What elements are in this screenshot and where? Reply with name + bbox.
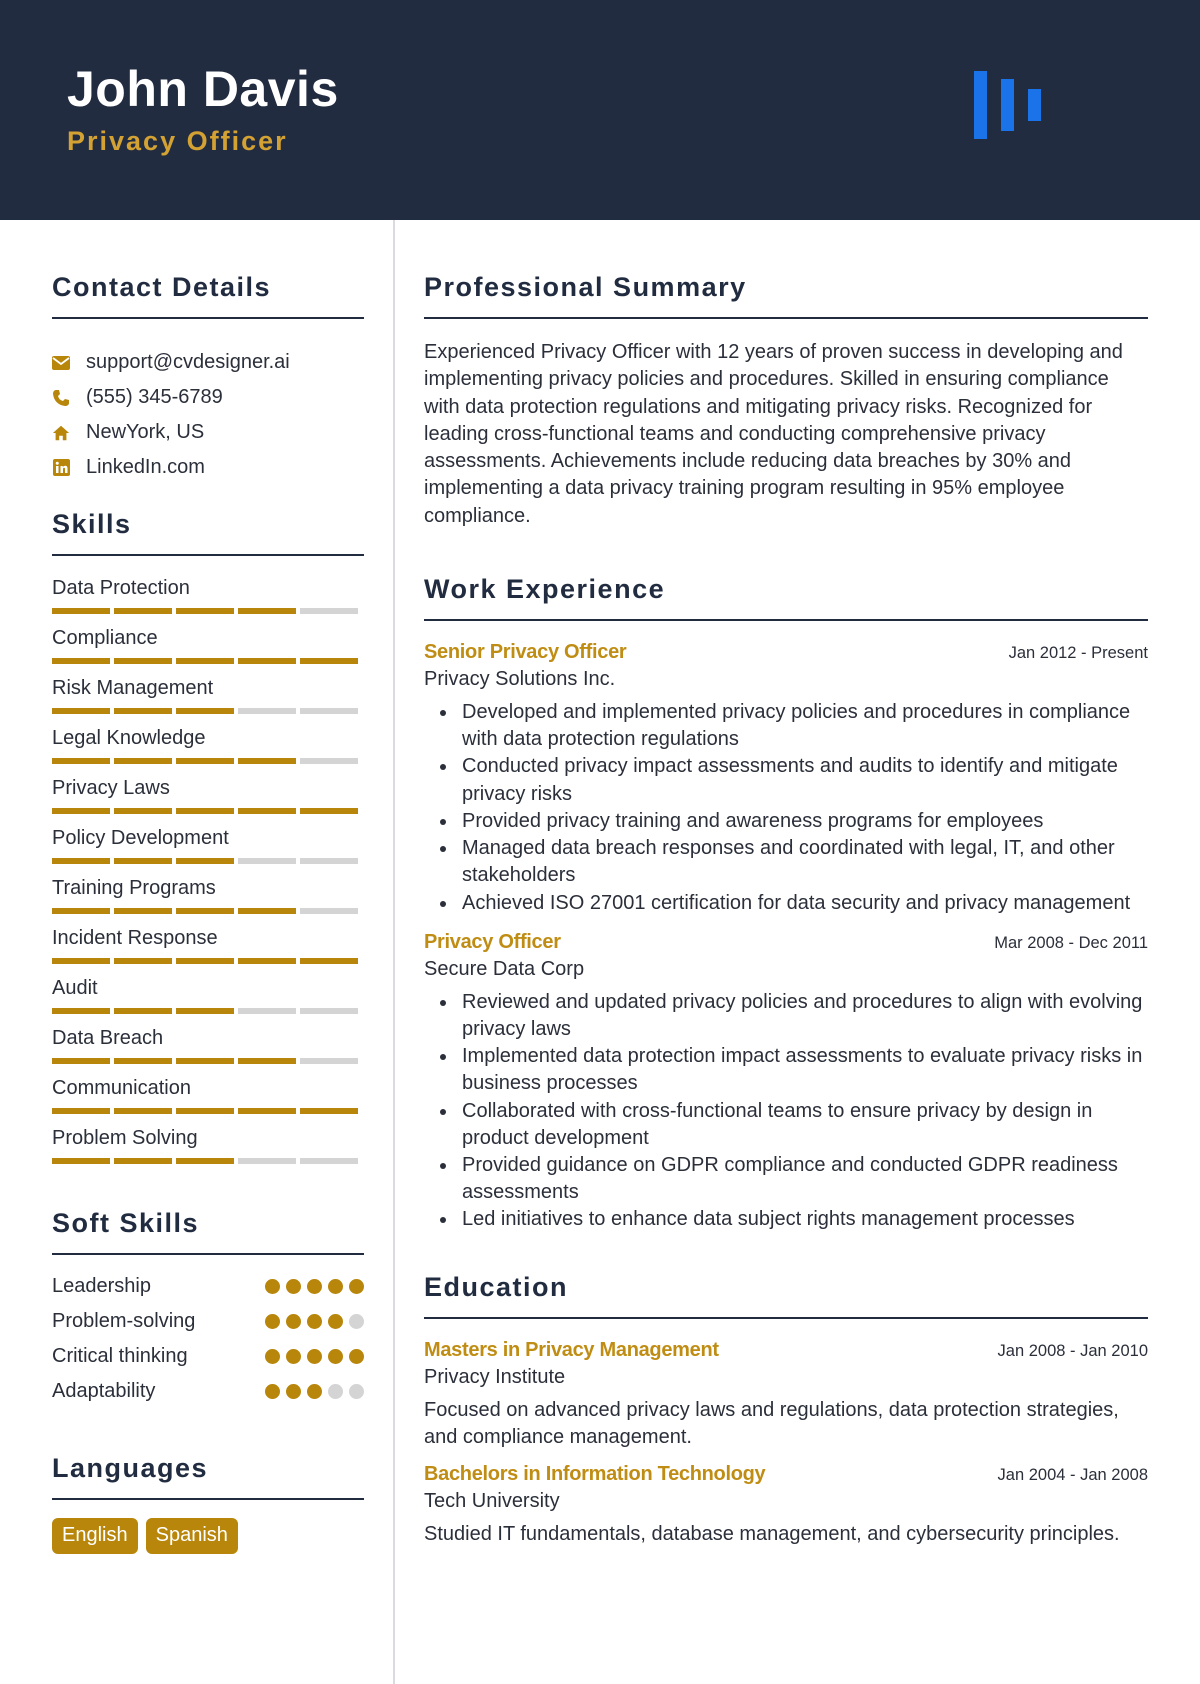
languages-section (52, 1453, 364, 1554)
skill-bar-segment (114, 908, 172, 914)
skills-heading: Skills (52, 509, 132, 539)
skill-item (52, 574, 364, 614)
soft-skill-item (52, 1304, 364, 1339)
language-badge: Spanish (146, 1518, 238, 1554)
soft-skill-item (52, 1374, 364, 1409)
skill-bar-segment (114, 708, 172, 714)
skill-bar-segment (176, 808, 234, 814)
summary-heading: Professional Summary (424, 272, 747, 302)
degree-title: Masters in Privacy Management (424, 1338, 719, 1361)
skill-bar-segment (52, 608, 110, 614)
school-name: Tech University (424, 1490, 560, 1513)
contact-location-text: NewYork, US (86, 421, 205, 443)
contact-linkedin-text: LinkedIn.com (86, 456, 205, 478)
contact-phone[interactable] (52, 380, 364, 415)
job-bullets (424, 699, 1148, 917)
skill-bar-segment (114, 1008, 172, 1014)
skill-level-bars (52, 708, 364, 714)
skill-label: Data Breach (52, 1027, 164, 1049)
skill-bar-segment (300, 958, 358, 964)
column-divider (393, 220, 395, 1684)
rating-dot (307, 1349, 322, 1364)
skill-level-bars (52, 908, 364, 914)
skill-bar-segment (176, 708, 234, 714)
education-entry (424, 1339, 1148, 1452)
skill-bar-segment (238, 858, 296, 864)
candidate-title: Privacy Officer (67, 126, 288, 156)
skill-item (52, 1124, 364, 1164)
skill-label: Data Protection (52, 577, 190, 599)
skill-item (52, 674, 364, 714)
rating-dot (286, 1314, 301, 1329)
soft-skills-heading: Soft Skills (52, 1208, 200, 1238)
rating-dot (349, 1349, 364, 1364)
list-item: Reviewed and updated privacy policies and procedures to align with evolving privacy laws (424, 989, 1148, 1043)
job-dates: Mar 2008 - Dec 2011 (994, 933, 1148, 952)
contact-linkedin[interactable] (52, 450, 364, 485)
section-rule (52, 317, 364, 319)
list-item: Developed and implemented privacy policies and procedures in compliance with data protection regulations (424, 699, 1148, 753)
experience-heading: Work Experience (424, 574, 666, 605)
section-rule (424, 317, 1148, 319)
skill-bar-segment (52, 1108, 110, 1114)
skill-bar-segment (176, 608, 234, 614)
list-item: Implemented data protection impact assessments to evaluate privacy risks in business processes (424, 1043, 1148, 1097)
contact-heading: Contact Details (52, 272, 272, 302)
soft-skill-item (52, 1269, 364, 1304)
soft-skills-section (52, 1208, 364, 1409)
skill-bar-segment (176, 858, 234, 864)
skill-item (52, 974, 364, 1014)
skill-bar-segment (238, 708, 296, 714)
skill-bar-segment (52, 758, 110, 764)
skill-bar-segment (52, 958, 110, 964)
skill-bar-segment (300, 758, 358, 764)
rating-dot (265, 1349, 280, 1364)
skill-bar-segment (52, 908, 110, 914)
list-item: Provided guidance on GDPR compliance and conducted GDPR readiness assessments (424, 1152, 1148, 1206)
rating-dot (286, 1349, 301, 1364)
skill-bar-segment (114, 1108, 172, 1114)
experience-section (424, 574, 1148, 1233)
skill-bar-segment (300, 1108, 358, 1114)
skill-bar-segment (52, 658, 110, 664)
skill-label: Compliance (52, 627, 158, 649)
rating-dot (328, 1384, 343, 1399)
languages-list (52, 1518, 364, 1554)
skill-level-bars (52, 658, 364, 664)
skill-label: Audit (52, 977, 98, 999)
skill-bar-segment (238, 1058, 296, 1064)
job-entry (424, 641, 1148, 917)
skill-bar-segment (176, 1008, 234, 1014)
section-rule (424, 1317, 1148, 1319)
rating-dot (286, 1279, 301, 1294)
envelope-icon (52, 354, 70, 372)
job-company: Secure Data Corp (424, 957, 585, 980)
bar-logo-icon (974, 71, 1046, 141)
left-column (52, 220, 364, 1554)
soft-skill-rating (265, 1314, 364, 1329)
skill-label: Risk Management (52, 677, 214, 699)
skill-level-bars (52, 758, 364, 764)
job-entry (424, 931, 1148, 1234)
skill-label: Training Programs (52, 877, 216, 899)
education-dates: Jan 2008 - Jan 2010 (997, 1341, 1148, 1360)
skill-bar-segment (176, 958, 234, 964)
skill-item (52, 1074, 364, 1114)
skill-item (52, 824, 364, 864)
skill-bar-segment (176, 1108, 234, 1114)
skill-bar-segment (300, 1058, 358, 1064)
skill-bar-segment (114, 658, 172, 664)
skill-bar-segment (238, 608, 296, 614)
skill-bar-segment (52, 808, 110, 814)
summary-text: Experienced Privacy Officer with 12 years of proven success in developing and implementing privacy policies and procedures. Skilled in ensuring compliance with data protection regulations and mitigating privacy risks. Recognized for leading cross-functional teams and conducting comprehensive privacy assessments. Achievements include reducing data breaches by 30% and implementing a data privacy training program resulting in 95% employee compliance. (424, 341, 1123, 527)
rating-dot (349, 1314, 364, 1329)
soft-skill-item (52, 1339, 364, 1374)
soft-skill-label: Critical thinking (52, 1345, 188, 1367)
skill-label: Incident Response (52, 927, 218, 949)
skill-item (52, 924, 364, 964)
skill-bar-segment (176, 658, 234, 664)
skill-bar-segment (52, 858, 110, 864)
list-item: Led initiatives to enhance data subject rights management processes (424, 1206, 1148, 1233)
section-rule (424, 619, 1148, 621)
skills-list (52, 574, 364, 1164)
rating-dot (307, 1314, 322, 1329)
degree-title: Bachelors in Information Technology (424, 1463, 766, 1486)
skill-bar-segment (52, 1058, 110, 1064)
skill-bar-segment (238, 908, 296, 914)
skill-bar-segment (176, 1058, 234, 1064)
contact-section (52, 272, 364, 485)
contact-email[interactable] (52, 345, 364, 380)
skill-bar-segment (238, 758, 296, 764)
skill-item (52, 774, 364, 814)
language-badge: English (52, 1518, 138, 1554)
skills-section (52, 509, 364, 1164)
right-column (424, 220, 1148, 1548)
summary-section (424, 272, 1148, 530)
rating-dot (265, 1314, 280, 1329)
section-rule (52, 1253, 364, 1255)
skill-bar-segment (114, 808, 172, 814)
list-item: Collaborated with cross-functional teams to ensure privacy by design in product development (424, 1098, 1148, 1152)
skill-bar-segment (114, 758, 172, 764)
rating-dot (286, 1384, 301, 1399)
education-description: Studied IT fundamentals, database management, and cybersecurity principles. (424, 1523, 1120, 1546)
skill-bar-segment (52, 1158, 110, 1164)
skill-bar-segment (52, 1008, 110, 1014)
list-item: Provided privacy training and awareness programs for employees (424, 808, 1148, 835)
skill-bar-segment (52, 708, 110, 714)
skill-label: Privacy Laws (52, 777, 170, 799)
education-heading: Education (424, 1271, 569, 1302)
skill-level-bars (52, 608, 364, 614)
soft-skill-label: Adaptability (52, 1380, 156, 1402)
skill-bar-segment (238, 1108, 296, 1114)
skill-bar-segment (300, 908, 358, 914)
list-item: Achieved ISO 27001 certification for data security and privacy management (424, 890, 1148, 917)
skill-label: Policy Development (52, 827, 229, 849)
skill-bar-segment (238, 1008, 296, 1014)
skill-bar-segment (238, 808, 296, 814)
skill-level-bars (52, 1058, 364, 1064)
rating-dot (265, 1384, 280, 1399)
skill-bar-segment (238, 958, 296, 964)
job-dates: Jan 2012 - Present (1008, 644, 1148, 663)
contact-list (52, 345, 364, 485)
skill-item (52, 1024, 364, 1064)
rating-dot (349, 1384, 364, 1399)
job-bullets (424, 989, 1148, 1234)
skill-bar-segment (300, 808, 358, 814)
skill-bar-segment (114, 1158, 172, 1164)
rating-dot (307, 1279, 322, 1294)
education-description: Focused on advanced privacy laws and regulations, data protection strategies, and compliance management. (424, 1398, 1119, 1448)
skill-level-bars (52, 1108, 364, 1114)
rating-dot (349, 1279, 364, 1294)
soft-skill-rating (265, 1349, 364, 1364)
skill-bar-segment (114, 858, 172, 864)
soft-skills-list (52, 1269, 364, 1409)
skill-level-bars (52, 858, 364, 864)
soft-skill-label: Leadership (52, 1275, 151, 1297)
skill-bar-segment (114, 958, 172, 964)
candidate-name: John Davis (67, 61, 339, 117)
rating-dot (328, 1279, 343, 1294)
skill-item (52, 874, 364, 914)
skill-bar-segment (300, 1008, 358, 1014)
soft-skill-rating (265, 1279, 364, 1294)
rating-dot (307, 1384, 322, 1399)
skill-bar-segment (114, 1058, 172, 1064)
section-rule (52, 554, 364, 556)
section-rule (52, 1498, 364, 1500)
education-section (424, 1272, 1148, 1549)
rating-dot (328, 1314, 343, 1329)
job-company: Privacy Solutions Inc. (424, 668, 616, 691)
skill-bar-segment (176, 758, 234, 764)
skill-label: Legal Knowledge (52, 727, 206, 749)
list-item: Conducted privacy impact assessments and audits to identify and mitigate privacy risks (424, 753, 1148, 807)
phone-icon (52, 389, 70, 407)
skill-level-bars (52, 1008, 364, 1014)
skill-item (52, 624, 364, 664)
rating-dot (328, 1349, 343, 1364)
skill-bar-segment (300, 608, 358, 614)
resume-header (0, 0, 1200, 220)
list-item: Managed data breach responses and coordinated with legal, IT, and other stakeholders (424, 835, 1148, 889)
home-icon (52, 424, 70, 442)
skill-bar-segment (300, 708, 358, 714)
skill-label: Problem Solving (52, 1127, 198, 1149)
soft-skill-label: Problem-solving (52, 1310, 196, 1332)
languages-heading: Languages (52, 1453, 209, 1483)
skill-level-bars (52, 808, 364, 814)
skill-level-bars (52, 1158, 364, 1164)
skill-bar-segment (238, 658, 296, 664)
skill-bar-segment (176, 908, 234, 914)
education-entry (424, 1463, 1148, 1548)
skill-bar-segment (238, 1158, 296, 1164)
education-dates: Jan 2004 - Jan 2008 (997, 1466, 1148, 1485)
skill-level-bars (52, 958, 364, 964)
skill-item (52, 724, 364, 764)
skill-bar-segment (300, 658, 358, 664)
skill-bar-segment (300, 1158, 358, 1164)
school-name: Privacy Institute (424, 1365, 566, 1388)
job-title: Senior Privacy Officer (424, 641, 627, 664)
rating-dot (265, 1279, 280, 1294)
skill-bar-segment (300, 858, 358, 864)
skill-bar-segment (176, 1158, 234, 1164)
contact-phone-text: (555) 345-6789 (86, 386, 223, 408)
skill-bar-segment (114, 608, 172, 614)
skill-label: Communication (52, 1077, 191, 1099)
contact-email-text: support@cvdesigner.ai (86, 351, 290, 373)
job-title: Privacy Officer (424, 930, 561, 953)
soft-skill-rating (265, 1384, 364, 1399)
linkedin-icon (52, 459, 70, 477)
contact-location (52, 415, 364, 450)
